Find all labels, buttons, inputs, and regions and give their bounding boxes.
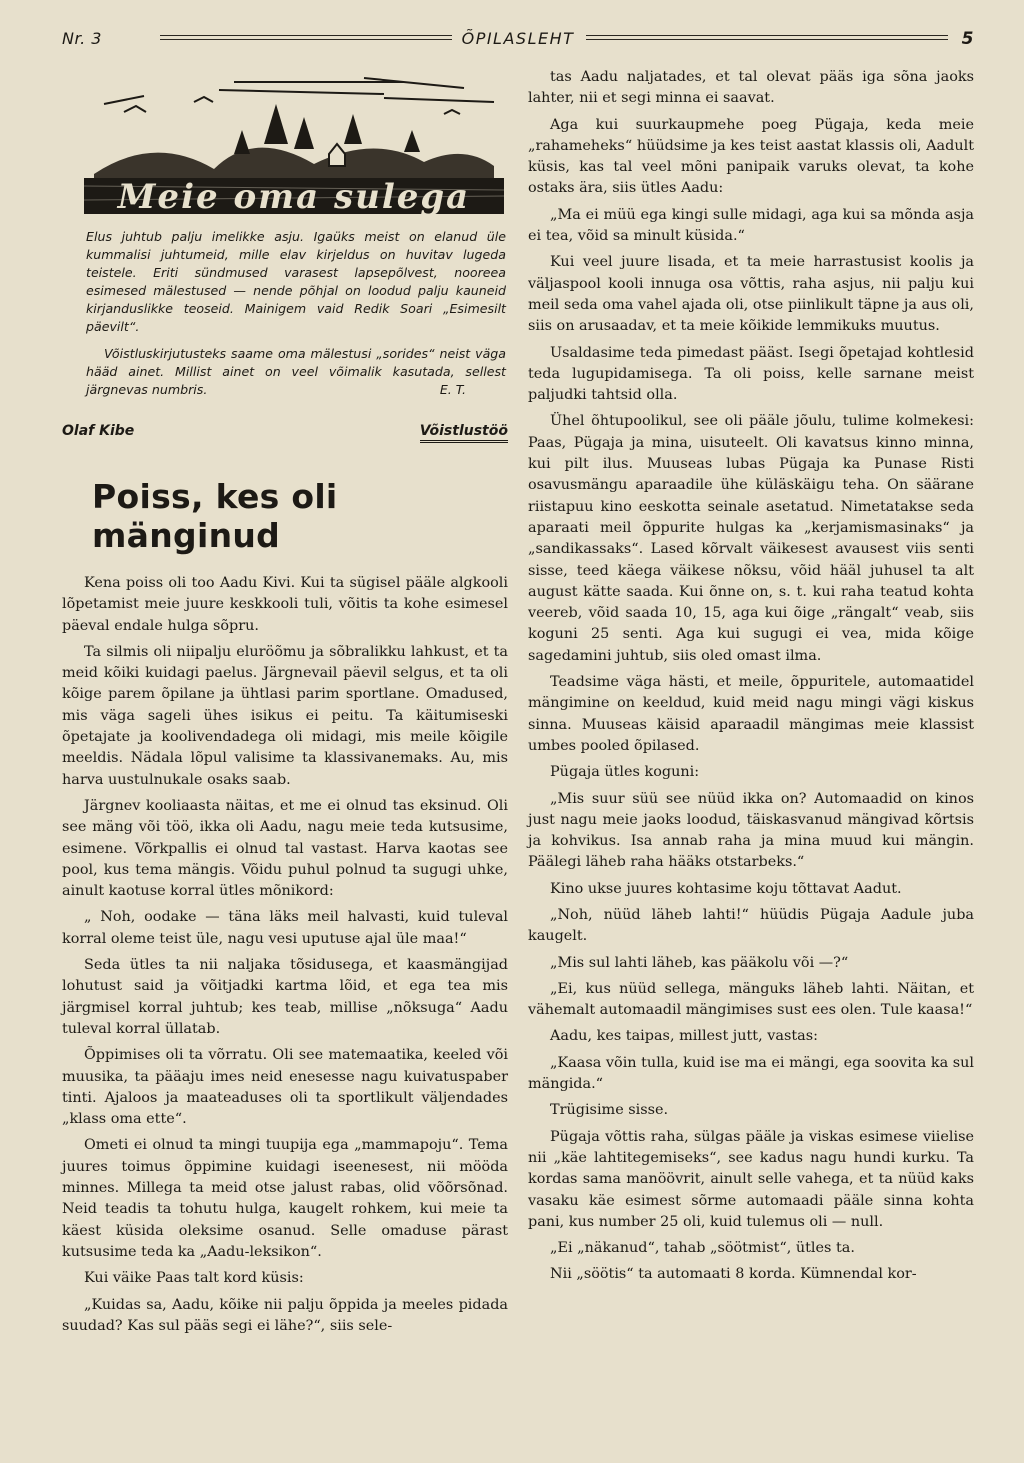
story-paragraph: Aga kui suurkaupmehe poeg Pügaja, keda meie „rahameheks“ hüüdsime ja kes teist aastat klassis oli, Aadult küsis, kas tal veel mõni panipaik varuks olevat, ta kohe ostaks ära, siis ütles Aadu: — [528, 116, 974, 197]
story-paragraph: Teadsime väga hästi, et meile, õppuritele, automaatidel mängimine on keeldud, kuid meid nagu mingi vägi kiskus sinna. Muuseas käisid aparaadil mängimas meie klassist umbes pooled õpilased. — [528, 674, 974, 754]
section-banner-illustration — [84, 74, 504, 214]
author-name: Olaf Kibe — [62, 423, 135, 439]
story-paragraph: „Mis suur süü see nüüd ikka on? Automaadid on kinos just nagu meie jaoks loodud, täiskasvanud mängivad kõrtsis ja kohvikus. Isa annab raha ja mina muud kui mängin. Päälegi läheb raha hääks otstarbeks.“ — [528, 790, 974, 871]
story-paragraph: Nii „söötis“ ta automaati 8 korda. Kümnendal kor- — [550, 1266, 917, 1283]
story-paragraph: Trügisime sisse. — [550, 1102, 669, 1119]
story-paragraph: „Kaasa võin tulla, kuid ise ma ei mängi, ega soovita ka sul mängida.“ — [528, 1054, 974, 1093]
story-paragraph: „Noh, nüüd läheb lahti!“ hüüdis Pügaja Aadule juba kaugelt. — [528, 906, 974, 945]
story-paragraph: Pügaja võttis raha, sülgas pääle ja viskas esimese viielise nii „käe lahtitegemiseks“, see kadus nagu hundi kurku. Ta kordas sama manöövrit, ainult selle vahega, et ta nüüd kaks vasaku käe esimest sõrme automaadi pääle sinna kohta pani, kus number 25 oli, kuid tulemus oli — null. — [528, 1128, 974, 1230]
story-paragraph: Seda ütles ta nii naljaka tõsidusega, et kaasmängijad lohutust said ja võitjadki kartma lõid, et ega tea mis järgmisel korral juhtub; kes teab, millise „nõksuga“ Aadu tuleval korral üllatab. — [62, 957, 508, 1037]
story-paragraph: Aadu, kes taipas, millest jutt, vastas: — [550, 1028, 818, 1045]
story-paragraph: Kui veel juure lisada, et ta meie harrastusist koolis ja väljaspool kooli innuga osa võttis, raha asjus, nii palju kui meil seda oma vahel ajada oli, otse piinlikult täpne ja aus oli, siis on arusaadav, et ta meie kõikide lemmikuks muutus. — [528, 254, 974, 335]
story-paragraph: „Ei, kus nüüd sellega, mänguks läheb lahti. Näitan, et vähemalt automaadil mängimises sust ees olen. Tule kaasa!“ — [528, 980, 974, 1019]
story-body-left — [62, 573, 508, 1337]
story-paragraph: Järgnev kooliaasta näitas, et me ei olnud tas eksinud. Oli see mäng või töö, ikka oli Aadu, nagu meie teda kutsusime, esimene. Võrkpallis ei olnud tal vastast. Harva kaotas see pool, kus tema mängis. Võidu puhul polnud ta sugugi uhke, ainult kaotuse korral ütles mõnikord: — [62, 797, 508, 900]
story-body-right — [528, 67, 974, 1286]
left-column — [62, 62, 508, 1342]
story-paragraph: „Ma ei müü ega kingi sulle midagi, aga kui sa mõnda asja ei tea, võid sa minult küsida.“ — [528, 206, 974, 245]
story-paragraph: „Ei „näkanud“, tahab „söötmist“, ütles ta. — [550, 1240, 855, 1257]
banner-lettering: Meie oma sulega — [117, 177, 471, 214]
editorial-paragraph-text: Võistluskirjutusteks saame oma mälestusi „sorides“ neist väga hääd ainet. Millist ainet on veel võimalik kasutada, sellest järgnevas numbris. — [86, 346, 506, 397]
editorial-paragraph: Elus juhtub palju imelikke asju. Igaüks meist on elanud üle kummalisi juhtumeid, mille elav kirjeldus on huvitav lugeda teistele. Eriti sündmused varasest lapsepõlvest, nooreea esimesed mälestused — nende põhjal on loodud palju kauneid kirjanduslikke teoseid. Mainigem vaid Redik Soari „Esimesilt päevilt“. — [86, 229, 506, 334]
editorial-paragraph — [86, 345, 506, 399]
story-paragraph: Kino ukse juures kohtasime koju tõttavat Aadut. — [550, 880, 902, 897]
story-paragraph: Pügaja ütles koguni: — [550, 764, 700, 781]
story-paragraph: „ Noh, oodake — täna läks meil halvasti, kuid tuleval korral oleme teist üle, nagu vesi uputuse ajal üle maa!“ — [62, 909, 508, 947]
story-paragraph: Ühel õhtupoolikul, see oli pääle jõulu, tulime kolmekesi: Paas, Pügaja ja mina, uisuteelt. Oli kavatsus kinno minna, kui pilt ilus. Muuseas lubas Pügaja ka Punase Risti osavusmängu aparaadile ühe küläskäigu teha. On säärane riistapuu kino eeskotta seinale asetatud. Nimetatakse seda aparaati meil õppurite hulgas ka „kerjamismasinaks“ ja „sandikassaks“. Lased kõrvalt väikesest avausest viis senti sisse, teed käega väikese nõksu, võid hääl juhusel ta alt august kätte saada. Kui õnne on, s. t. kui raha teatud kohta veereb, võid saada 10, 15, aga kui õige „rängalt“ veab, siis koguni 25 senti. Aga kui sugugi ei vea, mida kõige sagedamini juhtub, siis oled omast ilma. — [528, 413, 974, 664]
story-paragraph: „Mis sul lahti läheb, kas pääkolu või —?“ — [550, 954, 849, 971]
story-title: Poiss, kes oli mänginud — [92, 477, 338, 555]
story-paragraph: „Kuidas sa, Aadu, kõike nii palju õppida ja meeles pidada suudad? Kas sul pääs segi ei lähe?“, siis sele- — [62, 1296, 508, 1334]
publication-title: ÕPILASLEHT — [461, 29, 575, 48]
story-paragraph: Ta silmis oli niipalju eluröõmu ja sõbralikku lahkust, et ta meid kõiki kuidagi paelus. Järgnevail päevil selgus, et ta oli kõige parem õpilane ja ühtlasi parim sportlane. Omadused, mis väga sageli ühes isikus ei peitu. Ta käitumiseski õpetajate ja koolivendadega oli midagi, mis meile kõigile meeldis. Nädala lõpul valisime ta klassivanemaks. Au, mis harva uustulnukale osaks saab. — [62, 643, 508, 788]
story-paragraph: Kena poiss oli too Aadu Kivi. Kui ta sügisel pääle algkooli lõpetamist meie juure keskkooli tuli, võitis ta kohe esimesel päeval endale hulga sõpru. — [62, 575, 508, 634]
story-paragraph: Usaldasime teda pimedast pääst. Isegi õpetajad kohtlesid teda lugupidamisega. Ta oli poiss, kelle sarnane meist paljudki tahtsid olla. — [528, 344, 974, 404]
header-rule-left — [160, 35, 452, 40]
page-number: 5 — [961, 29, 974, 49]
story-paragraph: tas Aadu naljatades, et tal olevat pääs iga sõna jaoks lahter, nii et segi minna ei saavat. — [528, 69, 974, 107]
editorial-signature: E. T. — [439, 382, 466, 397]
contest-label: Võistlustöö — [420, 423, 508, 443]
story-paragraph: Kui väike Paas talt kord küsis: — [84, 1270, 304, 1287]
byline-row — [62, 423, 508, 451]
right-column — [528, 67, 974, 1291]
header-rule-right — [586, 35, 948, 40]
running-header — [62, 26, 974, 52]
story-paragraph: Õppimises oli ta võrratu. Oli see matemaatika, keeled või muusika, ta pääaju imes neid enesesse nagu kuivatuspaber tinti. Ajaloos ja maateaduses oli ta sportlikult väljendades „klass oma ette“. — [62, 1047, 508, 1128]
issue-number: Nr. 3 — [62, 29, 102, 48]
story-paragraph: Ometi ei olnud ta mingi tuupija ega „mammapoju“. Tema juures toimus õppimine kuidagi iseenesest, nii mööda minnes. Millega ta meid otse jalust rabas, olid võõrsõnad. Neid teadis ta tohutu hulga, kaugelt rohkem, kui meie ta käest küsida oleksime osanud. Selle omaduse pärast kutsusime teda ka „Aadu-leksikon“. — [62, 1137, 508, 1260]
editorial-note — [86, 228, 506, 399]
